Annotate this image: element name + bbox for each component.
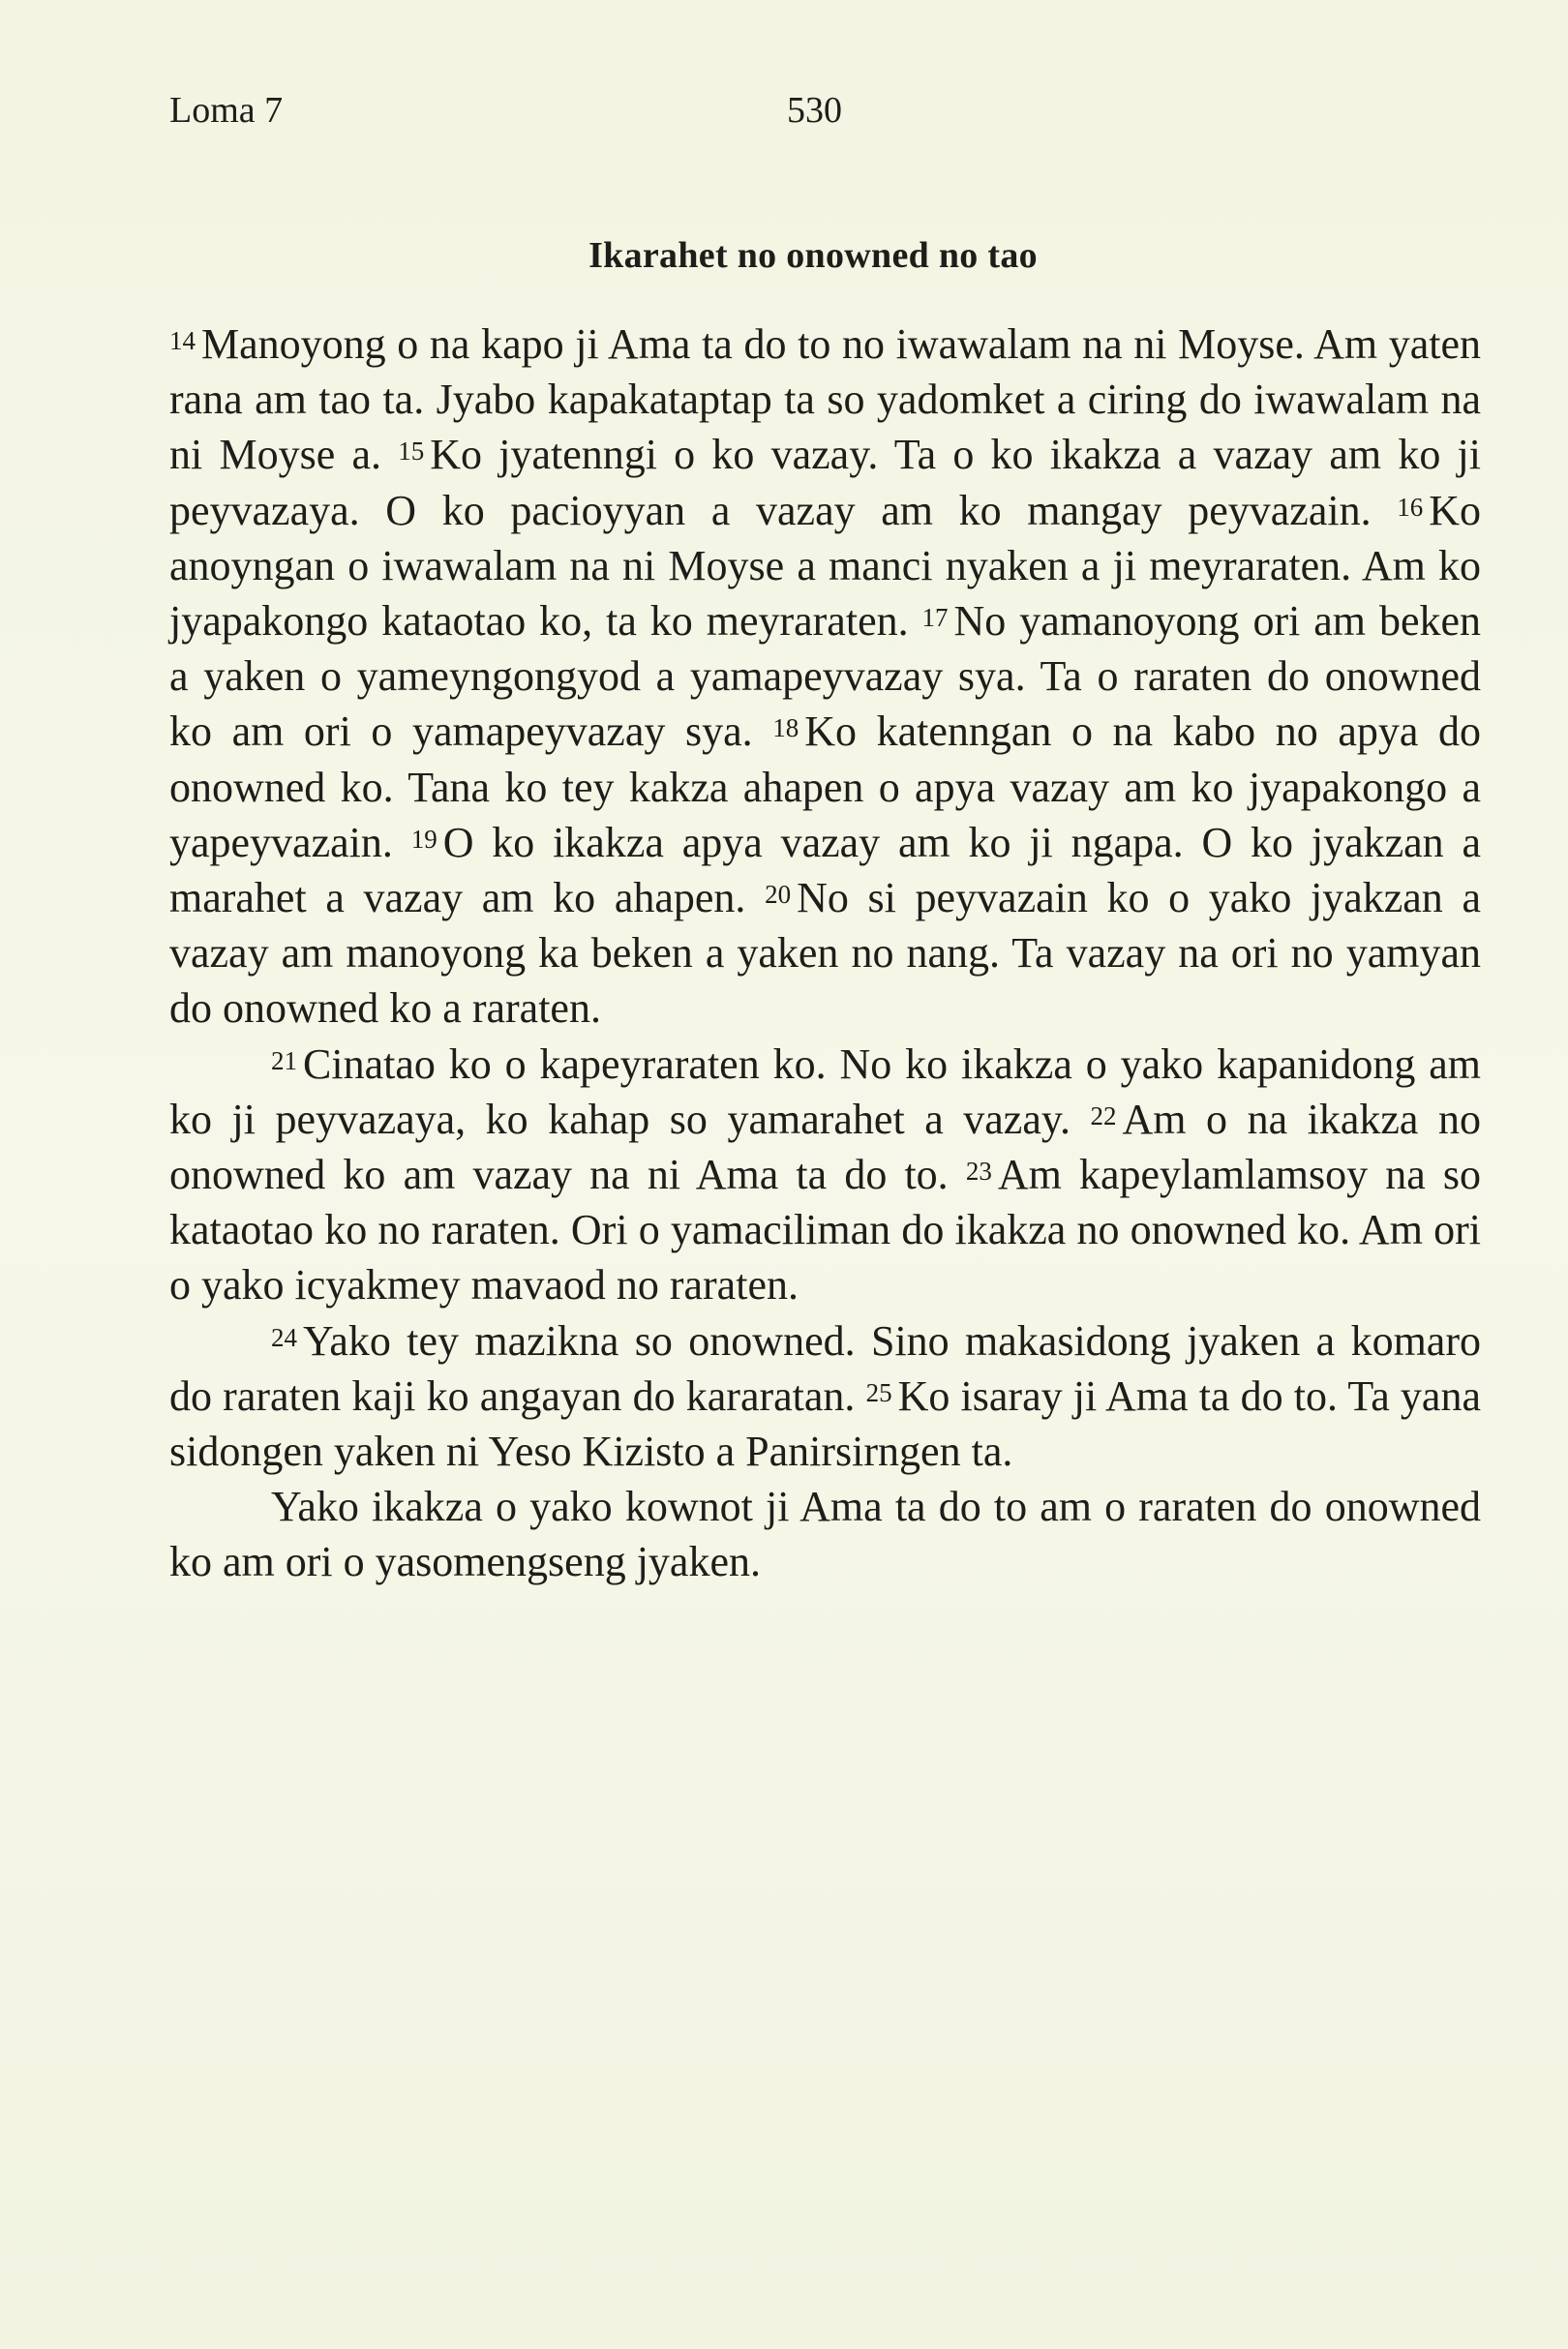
verse-number: 14 <box>169 326 196 355</box>
verse-number: 15 <box>398 437 425 467</box>
verse-paragraph <box>169 1313 1481 1480</box>
verse-number: 19 <box>410 824 437 854</box>
verse-text: Manoyong o na kapo ji Ama ta do to no iwawalam na ni Moyse. Am yaten rana am tao ta. Jyabo kapakataptap ta so yadomket a ciring do iwawalam na ni Moyse a. <box>169 320 1481 479</box>
verse-number: 20 <box>765 880 792 910</box>
page-number: 530 <box>787 90 842 131</box>
verse-number: 24 <box>271 1322 297 1352</box>
verse-text: Am o na ikakza no onowned ko am vazay na ni Ama ta do to. <box>169 1095 1481 1199</box>
verse-number: 17 <box>921 603 949 633</box>
scripture-text <box>169 316 1481 1590</box>
verse-text: O ko ikakza apya vazay am ko ji ngapa. O ko jyakzan a marahet a vazay am ko ahapen. <box>169 818 1481 922</box>
verse-text: Ko anoyngan o iwawalam na ni Moyse a manci nyaken a ji meyraraten. Am ko jyapakongo kataotao ko, ta ko meyraraten. <box>169 486 1482 646</box>
verse-text: Cinatao ko o kapeyraraten ko. No ko ikakza o yako kapanidong am ko ji peyvazaya, ko kahap so yamarahet a vazay. <box>169 1039 1481 1143</box>
closing-paragraph: Yako ikakza o yako kownot ji Ama ta do to am o raraten do onowned ko am ori o yasomengseng jyaken. <box>169 1483 1481 1586</box>
verse-paragraph <box>169 1037 1481 1313</box>
verse-text: Am kapeylamlamsoy na so kataotao ko no raraten. Ori o yamaciliman do ikakza no onowned ko. Am ori o yako icyakmey mavaod no raraten. <box>169 1151 1482 1310</box>
verse-number: 21 <box>271 1045 297 1075</box>
verse-text: Ko jyatenngi o ko vazay. Ta o ko ikakza a vazay am ko ji peyvazaya. O ko pacioyyan a vazay am ko mangay peyvazain. <box>169 431 1482 534</box>
verse-text: Ko isaray ji Ama ta do to. Ta yana sidongen yaken ni Yeso Kizisto a Panirsirngen ta. <box>169 1371 1481 1476</box>
verse-text: No si peyvazain ko o yako jyakzan a vazay am manoyong ka beken a yaken no nang. Ta vazay na ori no yamyan do onowned ko a raraten. <box>169 874 1481 1033</box>
verse-number: 18 <box>772 713 799 743</box>
verse-text: Yako tey mazikna so onowned. Sino makasidong jyaken a komaro do raraten kaji ko angayan do kararatan. <box>169 1316 1481 1420</box>
verse-number: 22 <box>1090 1100 1117 1130</box>
running-head <box>169 89 1457 147</box>
verse-number: 25 <box>865 1377 892 1407</box>
verse-text: Ko katenngan o na kabo no apya do onowned ko. Tana ko tey kakza ahapen o apya vazay am ko jyapakongo a yapeyvazain. <box>169 708 1481 866</box>
book-chapter-label: Loma 7 <box>169 90 284 131</box>
verse-paragraph <box>169 316 1481 1037</box>
verse-text: No yamanoyong ori am beken a yaken o yameyngongyod a yamapeyvazay sya. Ta o raraten do onowned ko am ori o yamapeyvazay sya. <box>169 597 1481 756</box>
section-heading: Ikarahet no onowned no tao <box>588 235 1038 276</box>
verse-number: 16 <box>1397 492 1424 522</box>
verse-number: 23 <box>965 1157 992 1187</box>
